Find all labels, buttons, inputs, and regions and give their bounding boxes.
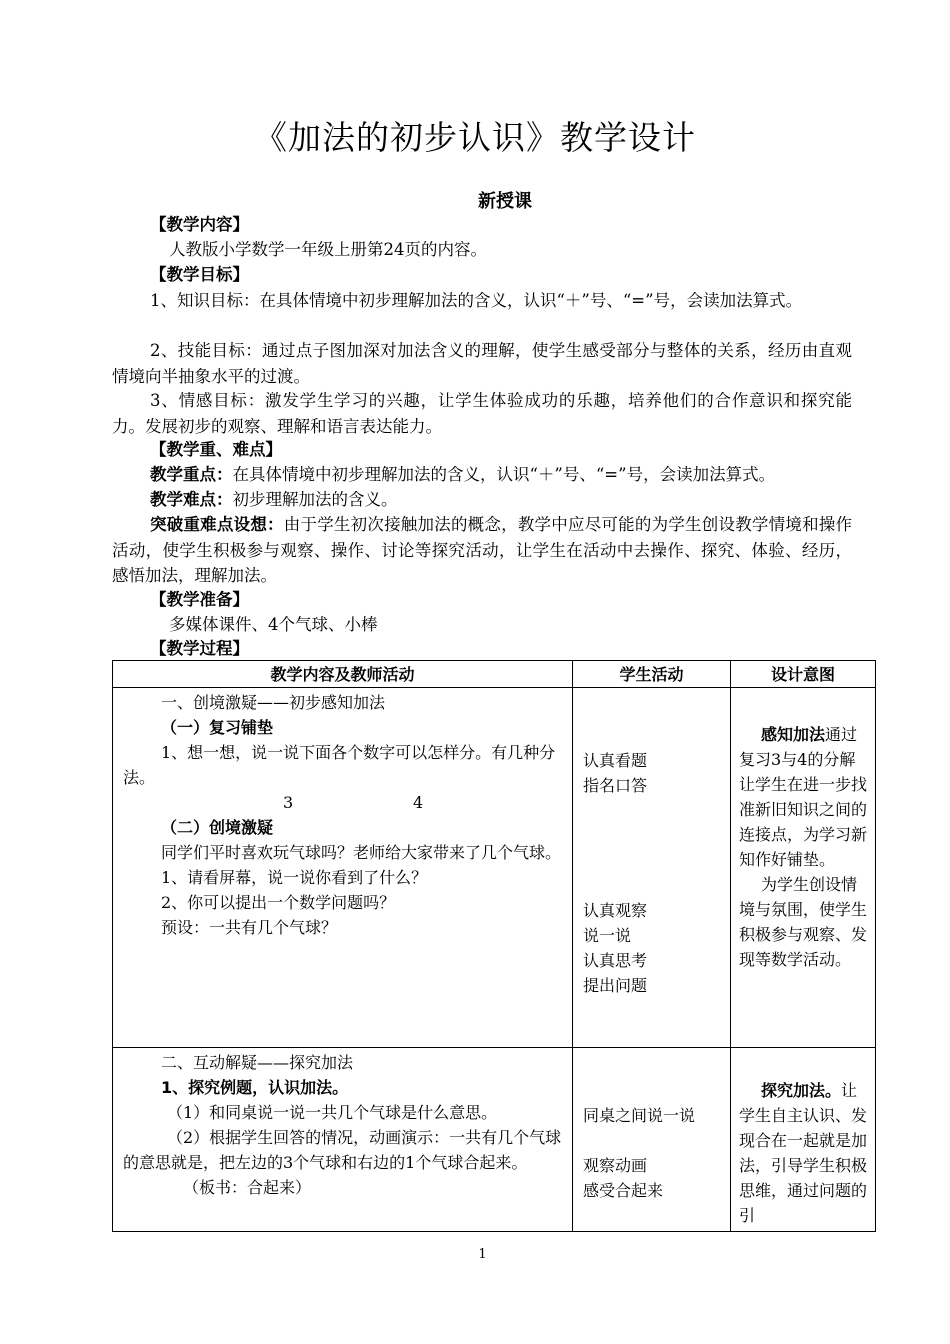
student-activity: 认真思考	[583, 951, 648, 970]
content-text: 人教版小学数学一年级上册第24页的内容。	[169, 240, 487, 259]
prep-heading: 【教学准备】	[150, 590, 249, 609]
table-row	[113, 1048, 876, 1232]
row2-step1: （1）和同桌说一说一共几个气球是什么意思。	[167, 1103, 498, 1122]
student-cell	[573, 1048, 731, 1232]
intent-scene: 为学生创设情境与氛围，使学生积极参与观察、发现等数学活动。	[739, 875, 868, 969]
number-three: 3	[283, 793, 294, 812]
row1-step1: 1、请看屏幕，说一说你看到了什么？	[161, 868, 428, 887]
student-activity: 指名口答	[583, 776, 648, 795]
student-activity: 感受合起来	[583, 1181, 664, 1200]
student-activity: 认真观察	[583, 901, 648, 920]
process-table	[112, 660, 876, 1232]
document-subtitle: 新授课	[478, 191, 532, 212]
row1-intro: 同学们平时喜欢玩气球吗？老师给大家带来了几个气球。	[161, 843, 562, 862]
goal-emotion: 3、情感目标：激发学生学习的兴趣，让学生体验成功的乐趣，培养他们的合作意识和探究能力。发展初步的观察、理解和语言表达能力。	[112, 391, 852, 436]
row1-numbers	[123, 790, 566, 815]
difficulty-text: 初步理解加法的含义。	[232, 490, 398, 509]
student-activity: 同桌之间说一说	[583, 1106, 696, 1125]
row1-subheading-review: （一）复习铺垫	[161, 718, 274, 737]
header-student: 学生活动	[573, 661, 731, 688]
prep-text: 多媒体课件、4个气球、小棒	[169, 615, 378, 634]
content-heading: 【教学内容】	[150, 215, 249, 234]
student-activity: 认真看题	[583, 751, 648, 770]
intent-cell	[731, 688, 876, 1048]
goal-knowledge: 1、知识目标：在具体情境中初步理解加法的含义，认识“＋”号、“=”号，会读加法算式。	[150, 291, 803, 310]
difficulty-line	[150, 487, 398, 512]
student-activity: 提出问题	[583, 976, 648, 995]
row2-board: （板书：合起来）	[183, 1178, 312, 1197]
goal-skill: 2、技能目标：通过点子图加深对加法含义的理解，使学生感受部分与整体的关系，经历由直观情境向半抽象水平的过渡。	[112, 341, 852, 386]
student-cell	[573, 688, 731, 1048]
process-heading: 【教学过程】	[150, 639, 249, 658]
teacher-cell	[113, 688, 573, 1048]
row1-step2: 2、你可以提出一个数学问题吗？	[161, 893, 396, 912]
intent-perceive-text: 通过复习3与4的分解让学生在进一步找准新旧知识之间的连接点，为学习新知作好铺垫。	[739, 725, 868, 869]
document-title: 《加法的初步认识》教学设计	[254, 118, 696, 157]
header-intent: 设计意图	[731, 661, 876, 688]
student-activity: 观察动画	[583, 1156, 648, 1175]
idea-text: 由于学生初次接触加法的概念，教学中应尽可能的为学生创设教学情境和操作活动，使学生积极参与观察、操作、讨论等探究活动，让学生在活动中去操作、探究、体验、经历，感悟加法，理解加法。	[112, 515, 853, 585]
teacher-cell	[113, 1048, 573, 1232]
key-points-heading: 【教学重、难点】	[150, 440, 282, 459]
key-point-line	[150, 462, 775, 487]
row1-subheading-scene: （二）创境激疑	[161, 818, 274, 837]
row2-step2: （2）根据学生回答的情况，动画演示：一共有几个气球的意思就是，把左边的3个气球和右边的1个气球合起来。	[123, 1128, 562, 1172]
intent-cell	[731, 1048, 876, 1232]
intent-perceive	[739, 722, 871, 872]
number-four: 4	[413, 793, 424, 812]
key-point-text: 在具体情境中初步理解加法的含义，认识“＋”号、“=”号，会读加法算式。	[232, 465, 776, 484]
goals-heading: 【教学目标】	[150, 265, 249, 284]
header-teacher: 教学内容及教师活动	[113, 661, 573, 688]
page-number: 1	[478, 1247, 487, 1262]
intent-explore	[739, 1078, 871, 1228]
table-row	[113, 688, 876, 1048]
intent-perceive-label: 感知加法	[761, 725, 826, 744]
row2-subheading: 1、探究例题，认识加法。	[161, 1078, 349, 1097]
difficulty-label: 教学难点：	[150, 490, 233, 509]
row1-heading: 一、创境激疑——初步感知加法	[161, 693, 386, 712]
key-point-label: 教学重点：	[150, 465, 233, 484]
student-activity: 说一说	[583, 926, 632, 945]
row2-heading: 二、互动解疑——探究加法	[161, 1053, 354, 1072]
intent-explore-text: 让学生自主认识、发现合在一起就是加法，引导学生积极思维，通过问题的引	[739, 1081, 868, 1225]
idea-paragraph	[112, 512, 852, 589]
row1-question: 1、想一想，说一说下面各个数字可以怎样分。有几种分法。	[123, 743, 556, 787]
row1-preset: 预设：一共有几个气球？	[161, 918, 338, 937]
idea-label: 突破重难点设想：	[150, 515, 284, 534]
table-header-row	[113, 661, 876, 688]
intent-explore-label: 探究加法。	[761, 1081, 842, 1100]
